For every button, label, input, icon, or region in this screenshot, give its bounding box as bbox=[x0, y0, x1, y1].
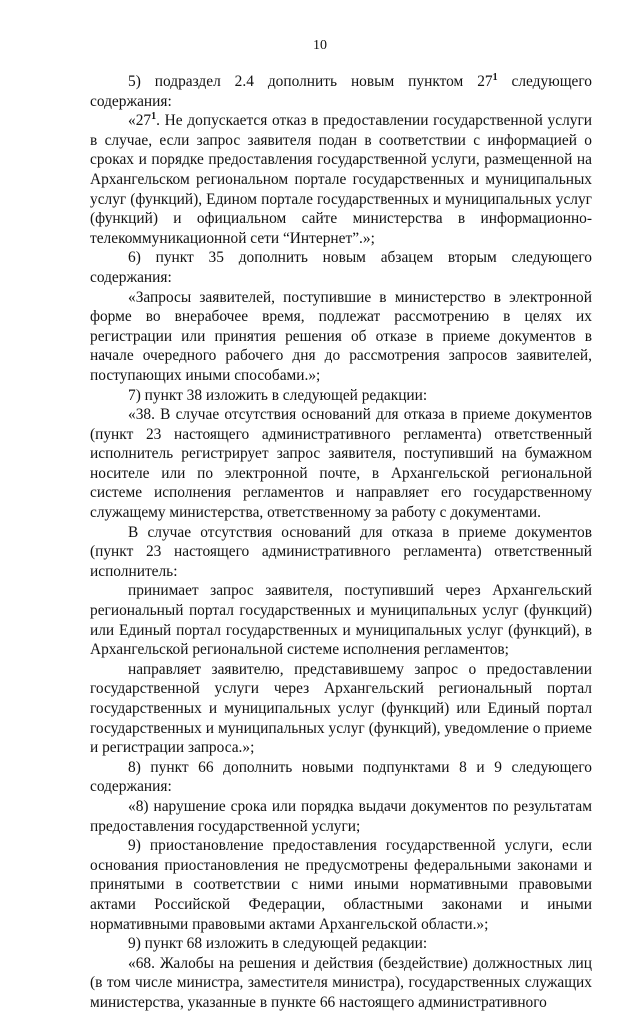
paragraph: «38. В случае отсутствия оснований для отказа в приеме документов (пункт 23 настоящего административного регламента) ответственный исполнитель регистрирует запрос заявителя, поступивший на бумажном носителе или по электронной почте, в Архангельской региональной системе исполнения регламентов и направляет его государственному служащему министерства, ответственному за работу с документами. bbox=[90, 406, 592, 522]
page-number: 10 bbox=[313, 38, 327, 53]
paragraph: «Запросы заявителей, поступившие в министерство в электронной форме во внерабочее время, подлежат рассмотрению в целях их регистрации или принятия решения об отказе в приеме документов в начале очередного рабочего дня до рассмотрения запросов заявителей, поступающих иными способами.»; bbox=[90, 288, 592, 384]
paragraph: 9) пункт 68 изложить в следующей редакции: bbox=[128, 935, 428, 953]
paragraph: 9) приостановление предоставления государственной услуги, если основания приостановления не предусмотрены федеральными законами и принятыми в соответствии с ними иными нормативными правовыми актами Российской Федерации, областными законами и иными нормативными правовыми актами Архангельской области.»; bbox=[90, 837, 592, 933]
paragraph: 8) пункт 66 дополнить новыми подпунктами 8 и 9 следующего содержания: bbox=[90, 758, 592, 796]
paragraph: «68. Жалобы на решения и действия (бездействие) должностных лиц (в том числе министра, заместителя министра), государственных служащих министерства, указанные в пункте 66 настоящего административного bbox=[90, 954, 592, 1011]
paragraph: направляет заявителю, представившему запрос о предоставлении государственной услуги через Архангельский региональный портал государственных и муниципальных услуг (функций) или Единый портал государственных и муниципальных услуг (функций), уведомление о приеме и регистрации запроса.»; bbox=[90, 660, 592, 757]
paragraph: «$27^1$. Не допускается отказ в предоставлении государственной услуги в случае, если запрос заявителя подан в соответствии с информацией о сроках и порядке предоставления государственной услуги, размещенной на Архангельском региональном портале государственных и муниципальных услуг (функций), Едином портале государственных и муниципальных услуг (функций) и официальном сайте министерства в информационно-телекоммуникационной сети “Интернет”.»; bbox=[90, 111, 592, 247]
paragraph: 7) пункт 38 изложить в следующей редакции: bbox=[128, 386, 428, 404]
paragraph: 5) подраздел 2.4 дополнить новым пунктом $27^1$ следующего содержания: bbox=[90, 71, 592, 110]
paragraph: В случае отсутствия оснований для отказа в приеме документов (пункт 23 настоящего административного регламента) ответственный исполнитель: bbox=[90, 523, 592, 580]
paragraph: «8) нарушение срока или порядка выдачи документов по результатам предоставления государственной услуги; bbox=[90, 797, 592, 835]
paragraph: принимает запрос заявителя, поступивший через Архангельский региональный портал государственных и муниципальных услуг (функций) или Единый портал государственных и муниципальных услуг (функций), в Архангельской региональной системе исполнения регламентов; bbox=[90, 582, 592, 659]
paragraph: 6) пункт 35 дополнить новым абзацем вторым следующего содержания: bbox=[90, 249, 592, 286]
